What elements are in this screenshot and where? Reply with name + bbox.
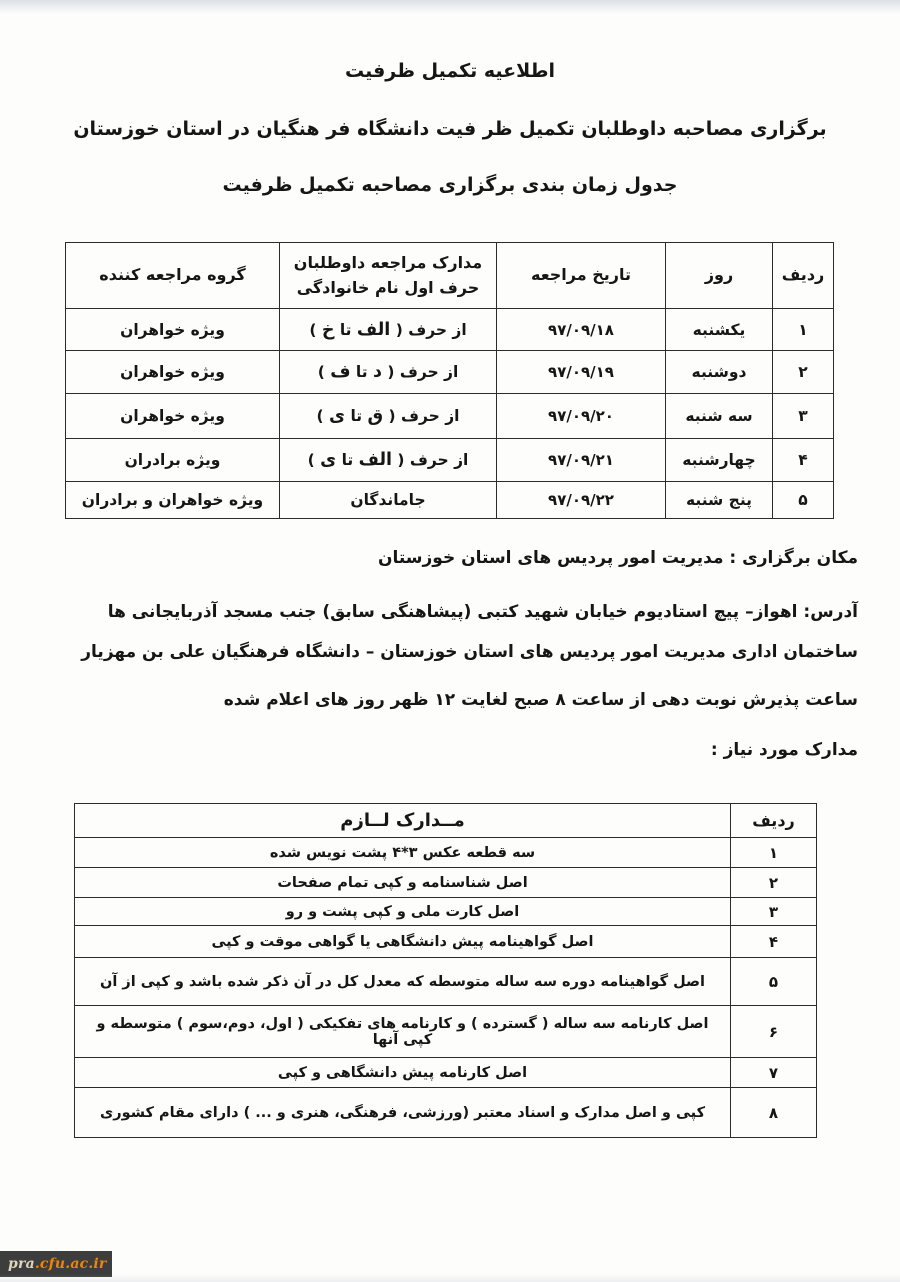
header-letters-line2: حرف اول نام خانوادگی — [296, 277, 480, 297]
header-letters-line1: مدارک مراجعه داوطلبان — [293, 252, 483, 272]
letters-ta: تا — [345, 407, 368, 425]
letters-ta: تا — [350, 363, 373, 381]
letters-to: ی — [320, 450, 337, 470]
cell-letters — [280, 439, 497, 482]
documents-header-row — [75, 804, 817, 838]
cell-letters: جاماندگان — [280, 482, 497, 519]
cell-row-no: ۵ — [731, 958, 817, 1006]
letters-ta: تا — [334, 320, 357, 339]
letters-from: د — [372, 362, 382, 382]
table-row — [66, 439, 834, 482]
cell-document: کپی و اصل مدارک و اسناد معتبر (ورزشی، فرهنگی، هنری و ... ) دارای مقام کشوری — [75, 1088, 731, 1138]
cell-day: دوشنبه — [666, 351, 773, 394]
location-line: مکان برگزاری : مدیریت امور پردیس های استان خوزستان — [377, 548, 858, 568]
table-row — [75, 926, 817, 958]
cell-row-no: ۳ — [731, 898, 817, 926]
table-row — [75, 1088, 817, 1138]
table-row — [75, 1006, 817, 1058]
letters-from: ق — [367, 406, 384, 426]
letters-prefix: از حرف ( — [381, 363, 459, 381]
scan-artifact-top — [0, 0, 900, 14]
table-row — [66, 394, 834, 439]
watermark-domain: .cfu.ac.ir — [34, 1256, 107, 1272]
header-row-no: ردیف — [773, 243, 834, 309]
letters-prefix: از حرف ( — [392, 451, 469, 469]
table-row — [75, 898, 817, 926]
table-row — [66, 309, 834, 351]
letters-suffix: ) — [309, 320, 322, 339]
header-letters — [280, 243, 497, 309]
cell-group: ویژه خواهران و برادران — [66, 482, 280, 519]
cell-row-no: ۲ — [731, 868, 817, 898]
address-line-2: ساختمان اداری مدیریت امور پردیس های استان خوزستان – دانشگاه فرهنگیان علی بن مهزیار — [81, 642, 858, 662]
table-row — [66, 351, 834, 394]
letters-suffix: ) — [316, 407, 329, 425]
cell-day: پنج شنبه — [666, 482, 773, 519]
cell-row-no: ۴ — [731, 926, 817, 958]
cell-letters — [280, 309, 497, 351]
cell-row-no: ۴ — [773, 439, 834, 482]
header-row-no: ردیف — [731, 804, 817, 838]
documents-table — [74, 803, 817, 1138]
cell-day: یکشنبه — [666, 309, 773, 351]
cell-row-no: ۱ — [773, 309, 834, 351]
header-day: روز — [666, 243, 773, 309]
cell-group: ویژه خواهران — [66, 309, 280, 351]
cell-row-no: ۲ — [773, 351, 834, 394]
cell-letters — [280, 351, 497, 394]
cell-document: اصل گواهینامه پیش دانشگاهی یا گواهی موقت و کپی — [75, 926, 731, 958]
cell-document: اصل گواهینامه دوره سه ساله متوسطه که معدل کل در آن ذکر شده باشد و کپی از آن — [75, 958, 731, 1006]
cell-row-no: ۷ — [731, 1058, 817, 1088]
letters-suffix: ) — [317, 363, 331, 381]
header-required-documents: مــدارک لــازم — [75, 804, 731, 838]
table-row — [75, 1058, 817, 1088]
letters-prefix: از حرف ( — [390, 320, 467, 339]
schedule-table-title: جدول زمان بندی برگزاری مصاحبه تکمیل ظرفیت — [222, 174, 678, 196]
letters-to: ف — [330, 362, 351, 382]
cell-group: ویژه برادران — [66, 439, 280, 482]
page-title: اطلاعیه تکمیل ظرفیت — [345, 60, 555, 82]
header-date: تاریخ مراجعه — [497, 243, 666, 309]
cell-day: چهارشنبه — [666, 439, 773, 482]
cell-group: ویژه خواهران — [66, 394, 280, 439]
letters-ta: تا — [336, 451, 359, 469]
letters-to: خ — [321, 319, 335, 340]
cell-date: ۹۷/۰۹/۲۰ — [497, 394, 666, 439]
cell-group: ویژه خواهران — [66, 351, 280, 394]
address-line-1: آدرس: اهواز– پیچ استادیوم خیابان شهید کتبی (پیشاهنگی سابق) جنب مسجد آذربایجانی ها — [107, 602, 858, 622]
letters-prefix: از حرف ( — [383, 407, 460, 425]
page-subtitle: برگزاری مصاحبه داوطلبان تکمیل ظر فیت دانشگاه فر هنگیان در استان خوزستان — [73, 118, 827, 140]
cell-date: ۹۷/۰۹/۲۱ — [497, 439, 666, 482]
letters-to: ی — [329, 406, 346, 426]
cell-row-no: ۱ — [731, 838, 817, 868]
cell-date: ۹۷/۰۹/۱۹ — [497, 351, 666, 394]
hours-line: ساعت پذیرش نوبت دهی از ساعت ۸ صبح لغایت ۱۲ ظهر روز های اعلام شده — [223, 690, 858, 710]
cell-document: اصل کارنامه پیش دانشگاهی و کپی — [75, 1058, 731, 1088]
cell-date: ۹۷/۰۹/۲۲ — [497, 482, 666, 519]
letters-from: الف — [356, 319, 391, 340]
schedule-header-row — [66, 243, 834, 309]
watermark-prefix: pra — [8, 1256, 35, 1272]
cell-row-no: ۸ — [731, 1088, 817, 1138]
cell-row-no: ۳ — [773, 394, 834, 439]
cell-letters — [280, 394, 497, 439]
table-row — [75, 958, 817, 1006]
table-row — [75, 868, 817, 898]
table-row — [66, 482, 834, 519]
letters-suffix: ) — [307, 451, 321, 469]
table-row — [75, 838, 817, 868]
schedule-table — [65, 242, 834, 519]
cell-row-no: ۵ — [773, 482, 834, 519]
cell-document: اصل شناسنامه و کپی تمام صفحات — [75, 868, 731, 898]
cell-document: اصل کارنامه سه ساله ( گسترده ) و کارنامه های تفکیکی ( اول، دوم،سوم ) متوسطه و کپی آنها — [75, 1006, 731, 1058]
scan-artifact-bottom — [0, 1274, 900, 1282]
header-group: گروه مراجعه کننده — [66, 243, 280, 309]
cell-day: سه شنبه — [666, 394, 773, 439]
documents-heading: مدارک مورد نیاز : — [710, 740, 858, 760]
cell-document: سه قطعه عکس ۳*۴ پشت نویس شده — [75, 838, 731, 868]
letters-from: الف — [358, 450, 393, 470]
cell-document: اصل کارت ملی و کپی پشت و رو — [75, 898, 731, 926]
cell-date: ۹۷/۰۹/۱۸ — [497, 309, 666, 351]
cell-row-no: ۶ — [731, 1006, 817, 1058]
